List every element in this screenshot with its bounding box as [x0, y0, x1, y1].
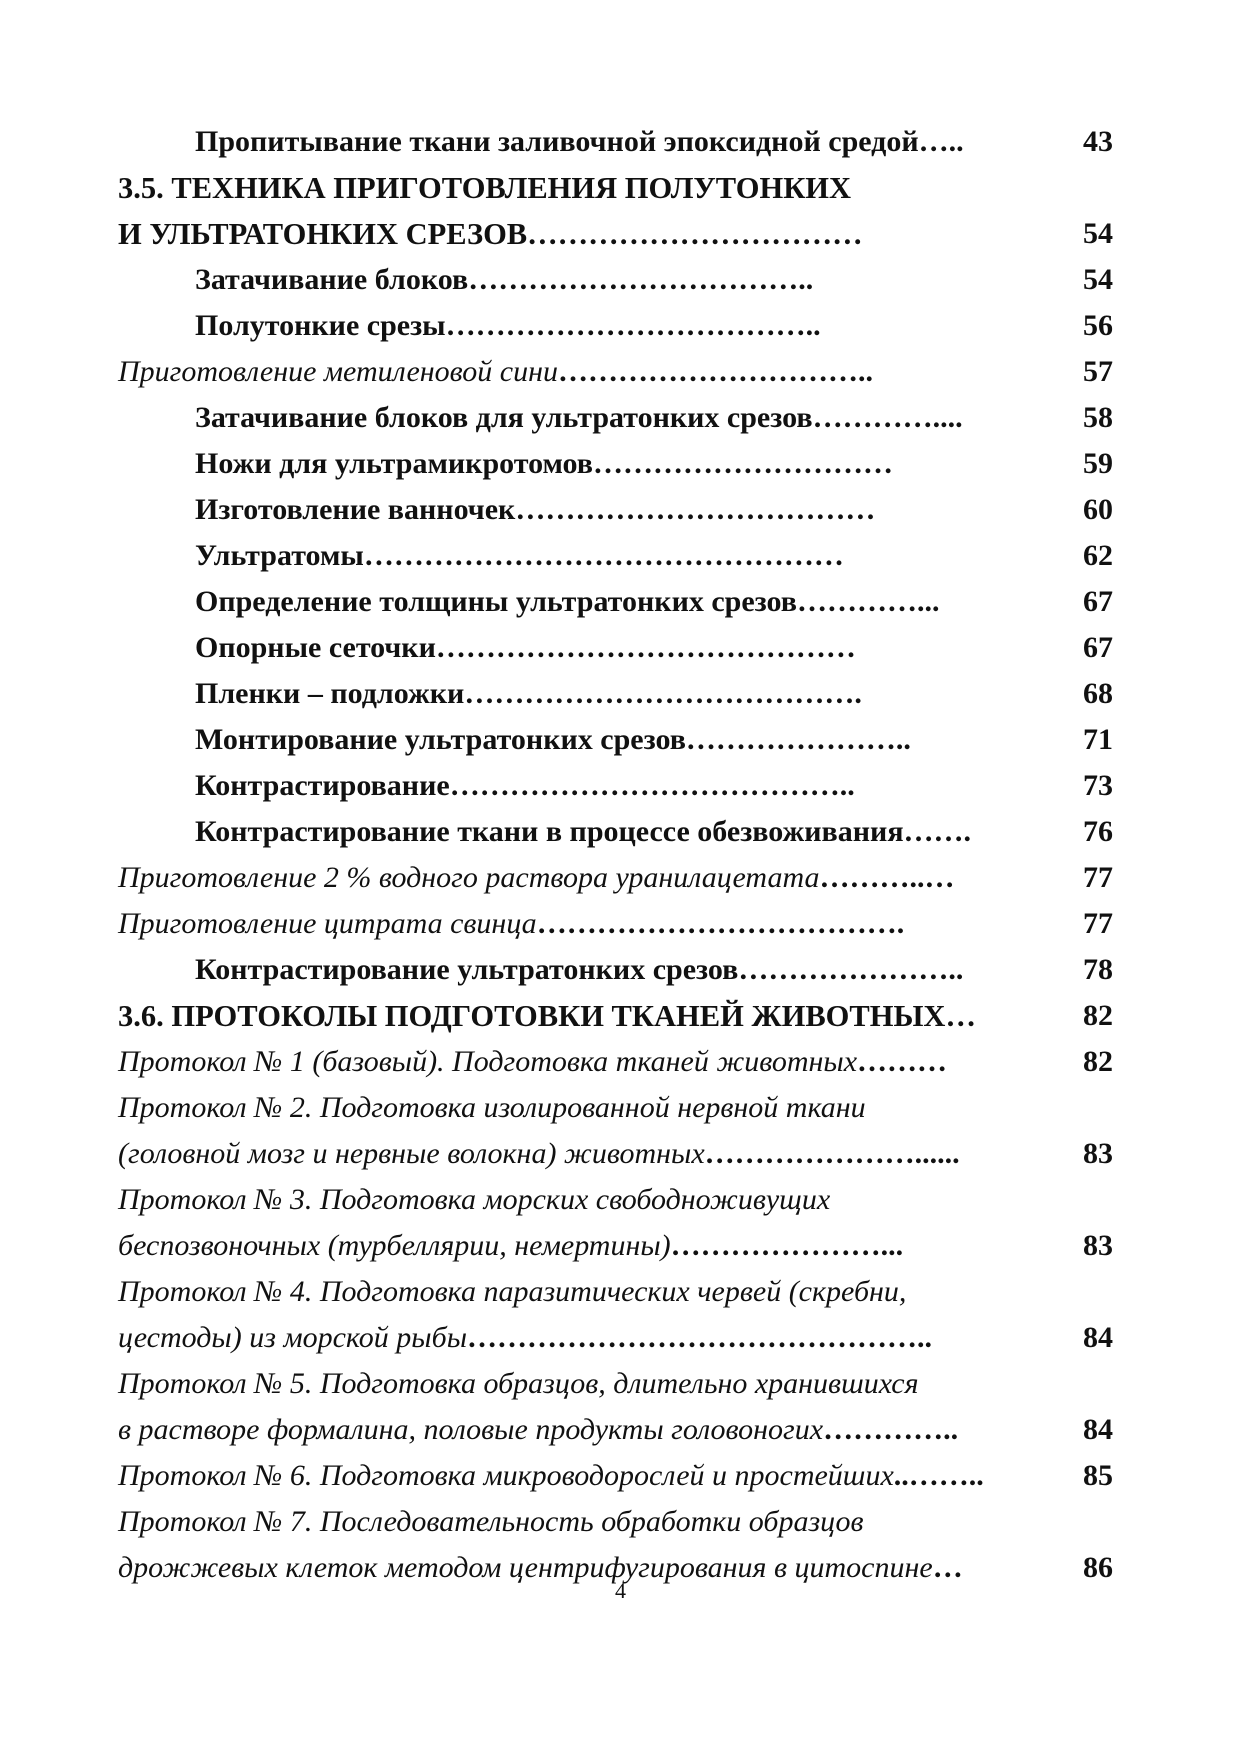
toc-leader-dots: …………………...	[670, 1229, 904, 1262]
toc-entry-title	[118, 855, 954, 901]
toc-entry	[118, 487, 1113, 533]
toc-leader-dots: ………	[857, 1045, 948, 1078]
toc-page-number: 43	[1083, 125, 1113, 158]
toc-entry-title	[195, 487, 875, 533]
toc-entry-title	[118, 1361, 919, 1407]
toc-leader-dots: …….	[903, 815, 972, 848]
toc-entry-title	[118, 165, 851, 211]
toc-entry-title	[195, 533, 844, 579]
toc-entry	[118, 211, 1113, 257]
toc-entry	[118, 1269, 1113, 1315]
toc-entry-text: в растворе формалина, половые продукты головоногих	[118, 1413, 824, 1446]
toc-page-number: 60	[1083, 493, 1113, 526]
toc-entry	[118, 1177, 1113, 1223]
toc-entry	[118, 1039, 1113, 1085]
toc-entry-title	[195, 763, 855, 809]
toc-entry	[118, 257, 1113, 303]
toc-entry-title	[195, 625, 856, 671]
toc-entry-title	[118, 1315, 932, 1361]
toc-entry-text: 3.5. ТЕХНИКА ПРИГОТОВЛЕНИЯ ПОЛУТОНКИХ	[118, 171, 852, 205]
toc-entry-text: Приготовление цитрата свинца	[118, 907, 537, 940]
toc-leader-dots: …………………..	[685, 723, 911, 756]
toc-entry-text: Протокол № 6. Подготовка микроводорослей и простейших	[118, 1459, 894, 1492]
toc-leader-dots: …………………………………..	[449, 769, 855, 802]
toc-page-number: 57	[1083, 355, 1113, 388]
toc-leader-dots: …	[945, 999, 976, 1033]
toc-page-number: 82	[1083, 1045, 1113, 1078]
toc-page-number: 56	[1083, 309, 1113, 342]
toc-entry	[118, 717, 1113, 763]
toc-entry	[118, 303, 1113, 349]
toc-entry-text: Приготовление метиленовой сини	[118, 355, 558, 388]
toc-entry-title	[195, 303, 821, 349]
toc-entry	[118, 441, 1113, 487]
toc-entry-text: Полутонкие срезы	[195, 309, 446, 342]
toc-entry	[118, 625, 1113, 671]
toc-entry	[118, 901, 1113, 947]
toc-entry-title	[118, 1223, 903, 1269]
toc-leader-dots: …………………………………………	[363, 539, 844, 572]
toc-entry-title	[195, 441, 893, 487]
toc-entry	[118, 165, 1113, 211]
toc-entry	[118, 1499, 1113, 1545]
toc-leader-dots: …	[932, 1551, 963, 1584]
toc-leader-dots: ………………………………………..	[467, 1321, 933, 1354]
toc-leader-dots: …………………......	[704, 1137, 960, 1170]
toc-entry-title	[195, 257, 813, 303]
toc-page-number: 67	[1083, 585, 1113, 618]
toc-entry-text: Ножи для ультрамикротомов	[195, 447, 594, 480]
toc-leader-dots: ……………………………………	[435, 631, 856, 664]
toc-leader-dots: ..……..	[893, 1459, 984, 1492]
toc-entry-text: Протокол № 5. Подготовка образцов, длительно хранившихся	[118, 1367, 919, 1400]
toc-leader-dots: ……………………………….	[536, 907, 905, 940]
toc-entry-text: Контрастирование ткани в процессе обезвоживания	[195, 815, 904, 848]
toc-leader-dots: …………………………..	[557, 355, 873, 388]
toc-page-number: 59	[1083, 447, 1113, 480]
toc-page-number: 77	[1083, 861, 1113, 894]
toc-entry	[118, 809, 1113, 855]
toc-entry	[118, 1085, 1113, 1131]
toc-leader-dots: ………………………………….	[464, 677, 862, 710]
toc-leader-dots: ……………………………..	[468, 263, 814, 296]
toc-entry-text: беспозвоночных (турбеллярии, немертины)	[118, 1229, 671, 1262]
page-number: 4	[615, 1578, 626, 1603]
toc-entry-text: Пропитывание ткани заливочной эпоксидной средой…..	[195, 125, 964, 158]
toc-page-number: 62	[1083, 539, 1113, 572]
toc-entry-text: Контрастирование	[195, 769, 450, 802]
toc-entry-title	[118, 1269, 906, 1315]
toc-entry-title	[118, 1177, 830, 1223]
toc-page-number: 84	[1083, 1321, 1113, 1354]
toc-leader-dots: ………………………………..	[445, 309, 821, 342]
toc-entry-title	[118, 1039, 947, 1085]
toc-entry-title	[118, 1085, 866, 1131]
toc-entry-title	[118, 1499, 864, 1545]
toc-entry-text: Протокол № 3. Подготовка морских свободноживущих	[118, 1183, 831, 1216]
toc-entry	[118, 855, 1113, 901]
toc-entry-text: дрожжевых клеток методом центрифугирования в цитоспине	[118, 1551, 933, 1584]
toc-leader-dots: …………..	[823, 1413, 959, 1446]
toc-entry	[118, 349, 1113, 395]
toc-entry-title	[118, 211, 863, 257]
toc-entry-text: Определение толщины ультратонких срезов	[195, 585, 798, 618]
toc-leader-dots: ……………………………	[527, 217, 863, 251]
toc-entry-title	[118, 1407, 958, 1453]
toc-page-number: 83	[1083, 1229, 1113, 1262]
toc-entry-text: Протокол № 4. Подготовка паразитических червей (скребни,	[118, 1275, 907, 1308]
toc-entry	[118, 763, 1113, 809]
toc-entry	[118, 533, 1113, 579]
toc-leader-dots: …………………………	[593, 447, 894, 480]
toc-entry	[118, 1223, 1113, 1269]
toc-entry	[118, 1131, 1113, 1177]
toc-entry	[118, 579, 1113, 625]
toc-entry-title	[118, 993, 976, 1039]
toc-page-number: 86	[1083, 1551, 1113, 1584]
toc-entry-text: Протокол № 7. Последовательность обработки образцов	[118, 1505, 864, 1538]
toc-entry-text: Приготовление 2 % водного раствора уранилацетата	[118, 861, 820, 894]
toc-entry-title	[118, 1453, 984, 1499]
toc-entry-text: И УЛЬТРАТОНКИХ СРЕЗОВ	[118, 217, 528, 251]
toc-page-number: 73	[1083, 769, 1113, 802]
toc-entry-text: Ультратомы	[195, 539, 364, 572]
toc-entry-text: Затачивание блоков для ультратонких срезов	[195, 401, 813, 434]
toc-entry-text: Пленки – подложки	[195, 677, 465, 710]
toc-entry-text: Протокол № 2. Подготовка изолированной нервной ткани	[118, 1091, 866, 1124]
toc-page-number: 54	[1083, 217, 1113, 250]
toc-entry-text: Протокол № 1 (базовый). Подготовка тканей животных	[118, 1045, 858, 1078]
toc-entry-title	[195, 579, 940, 625]
toc-leader-dots: ………………………………	[515, 493, 876, 526]
toc-entry-text: Затачивание блоков	[195, 263, 469, 296]
toc-entry-text: Опорные сеточки	[195, 631, 436, 664]
toc-page-number: 67	[1083, 631, 1113, 664]
toc-leader-dots: …………………..	[738, 953, 964, 986]
table-of-contents	[118, 119, 1113, 1591]
toc-entry-text: Монтирование ультратонких срезов	[195, 723, 686, 756]
toc-page-number: 71	[1083, 723, 1113, 756]
toc-entry	[118, 1315, 1113, 1361]
toc-entry-title	[195, 947, 963, 993]
toc-entry-title	[118, 1131, 960, 1177]
toc-entry	[118, 947, 1113, 993]
toc-entry-title	[195, 809, 971, 855]
toc-page-number: 85	[1083, 1459, 1113, 1492]
toc-entry-text: 3.6. ПРОТОКОЛЫ ПОДГОТОВКИ ТКАНЕЙ ЖИВОТНЫХ	[118, 999, 946, 1033]
toc-page-number: 54	[1083, 263, 1113, 296]
toc-entry-text: Изготовление ванночек	[195, 493, 516, 526]
toc-entry	[118, 1453, 1113, 1499]
toc-page-number: 78	[1083, 953, 1113, 986]
toc-leader-dots: …………....	[812, 401, 963, 434]
toc-page-number: 82	[1083, 999, 1113, 1032]
toc-page-number: 83	[1083, 1137, 1113, 1170]
toc-entry-text: Контрастирование ультратонких срезов	[195, 953, 739, 986]
toc-entry	[118, 395, 1113, 441]
toc-entry	[118, 671, 1113, 717]
toc-entry-title	[118, 901, 904, 947]
toc-page-number: 58	[1083, 401, 1113, 434]
toc-entry-title	[118, 349, 873, 395]
toc-entry-title	[195, 717, 911, 763]
toc-entry-text: цестоды) из морской рыбы	[118, 1321, 468, 1354]
toc-leader-dots: ………..…	[819, 861, 955, 894]
toc-page-number: 76	[1083, 815, 1113, 848]
toc-page-number: 77	[1083, 907, 1113, 940]
toc-entry-title	[195, 119, 964, 165]
toc-entry-text: (головной мозг и нервные волокна) животных	[118, 1137, 705, 1170]
toc-entry	[118, 1361, 1113, 1407]
toc-entry	[118, 993, 1113, 1039]
toc-leader-dots: …………...	[797, 585, 940, 618]
toc-entry	[118, 1407, 1113, 1453]
toc-entry	[118, 119, 1113, 165]
toc-entry-title	[195, 671, 862, 717]
toc-entry-title	[195, 395, 963, 441]
toc-page-number: 68	[1083, 677, 1113, 710]
toc-page-number: 84	[1083, 1413, 1113, 1446]
